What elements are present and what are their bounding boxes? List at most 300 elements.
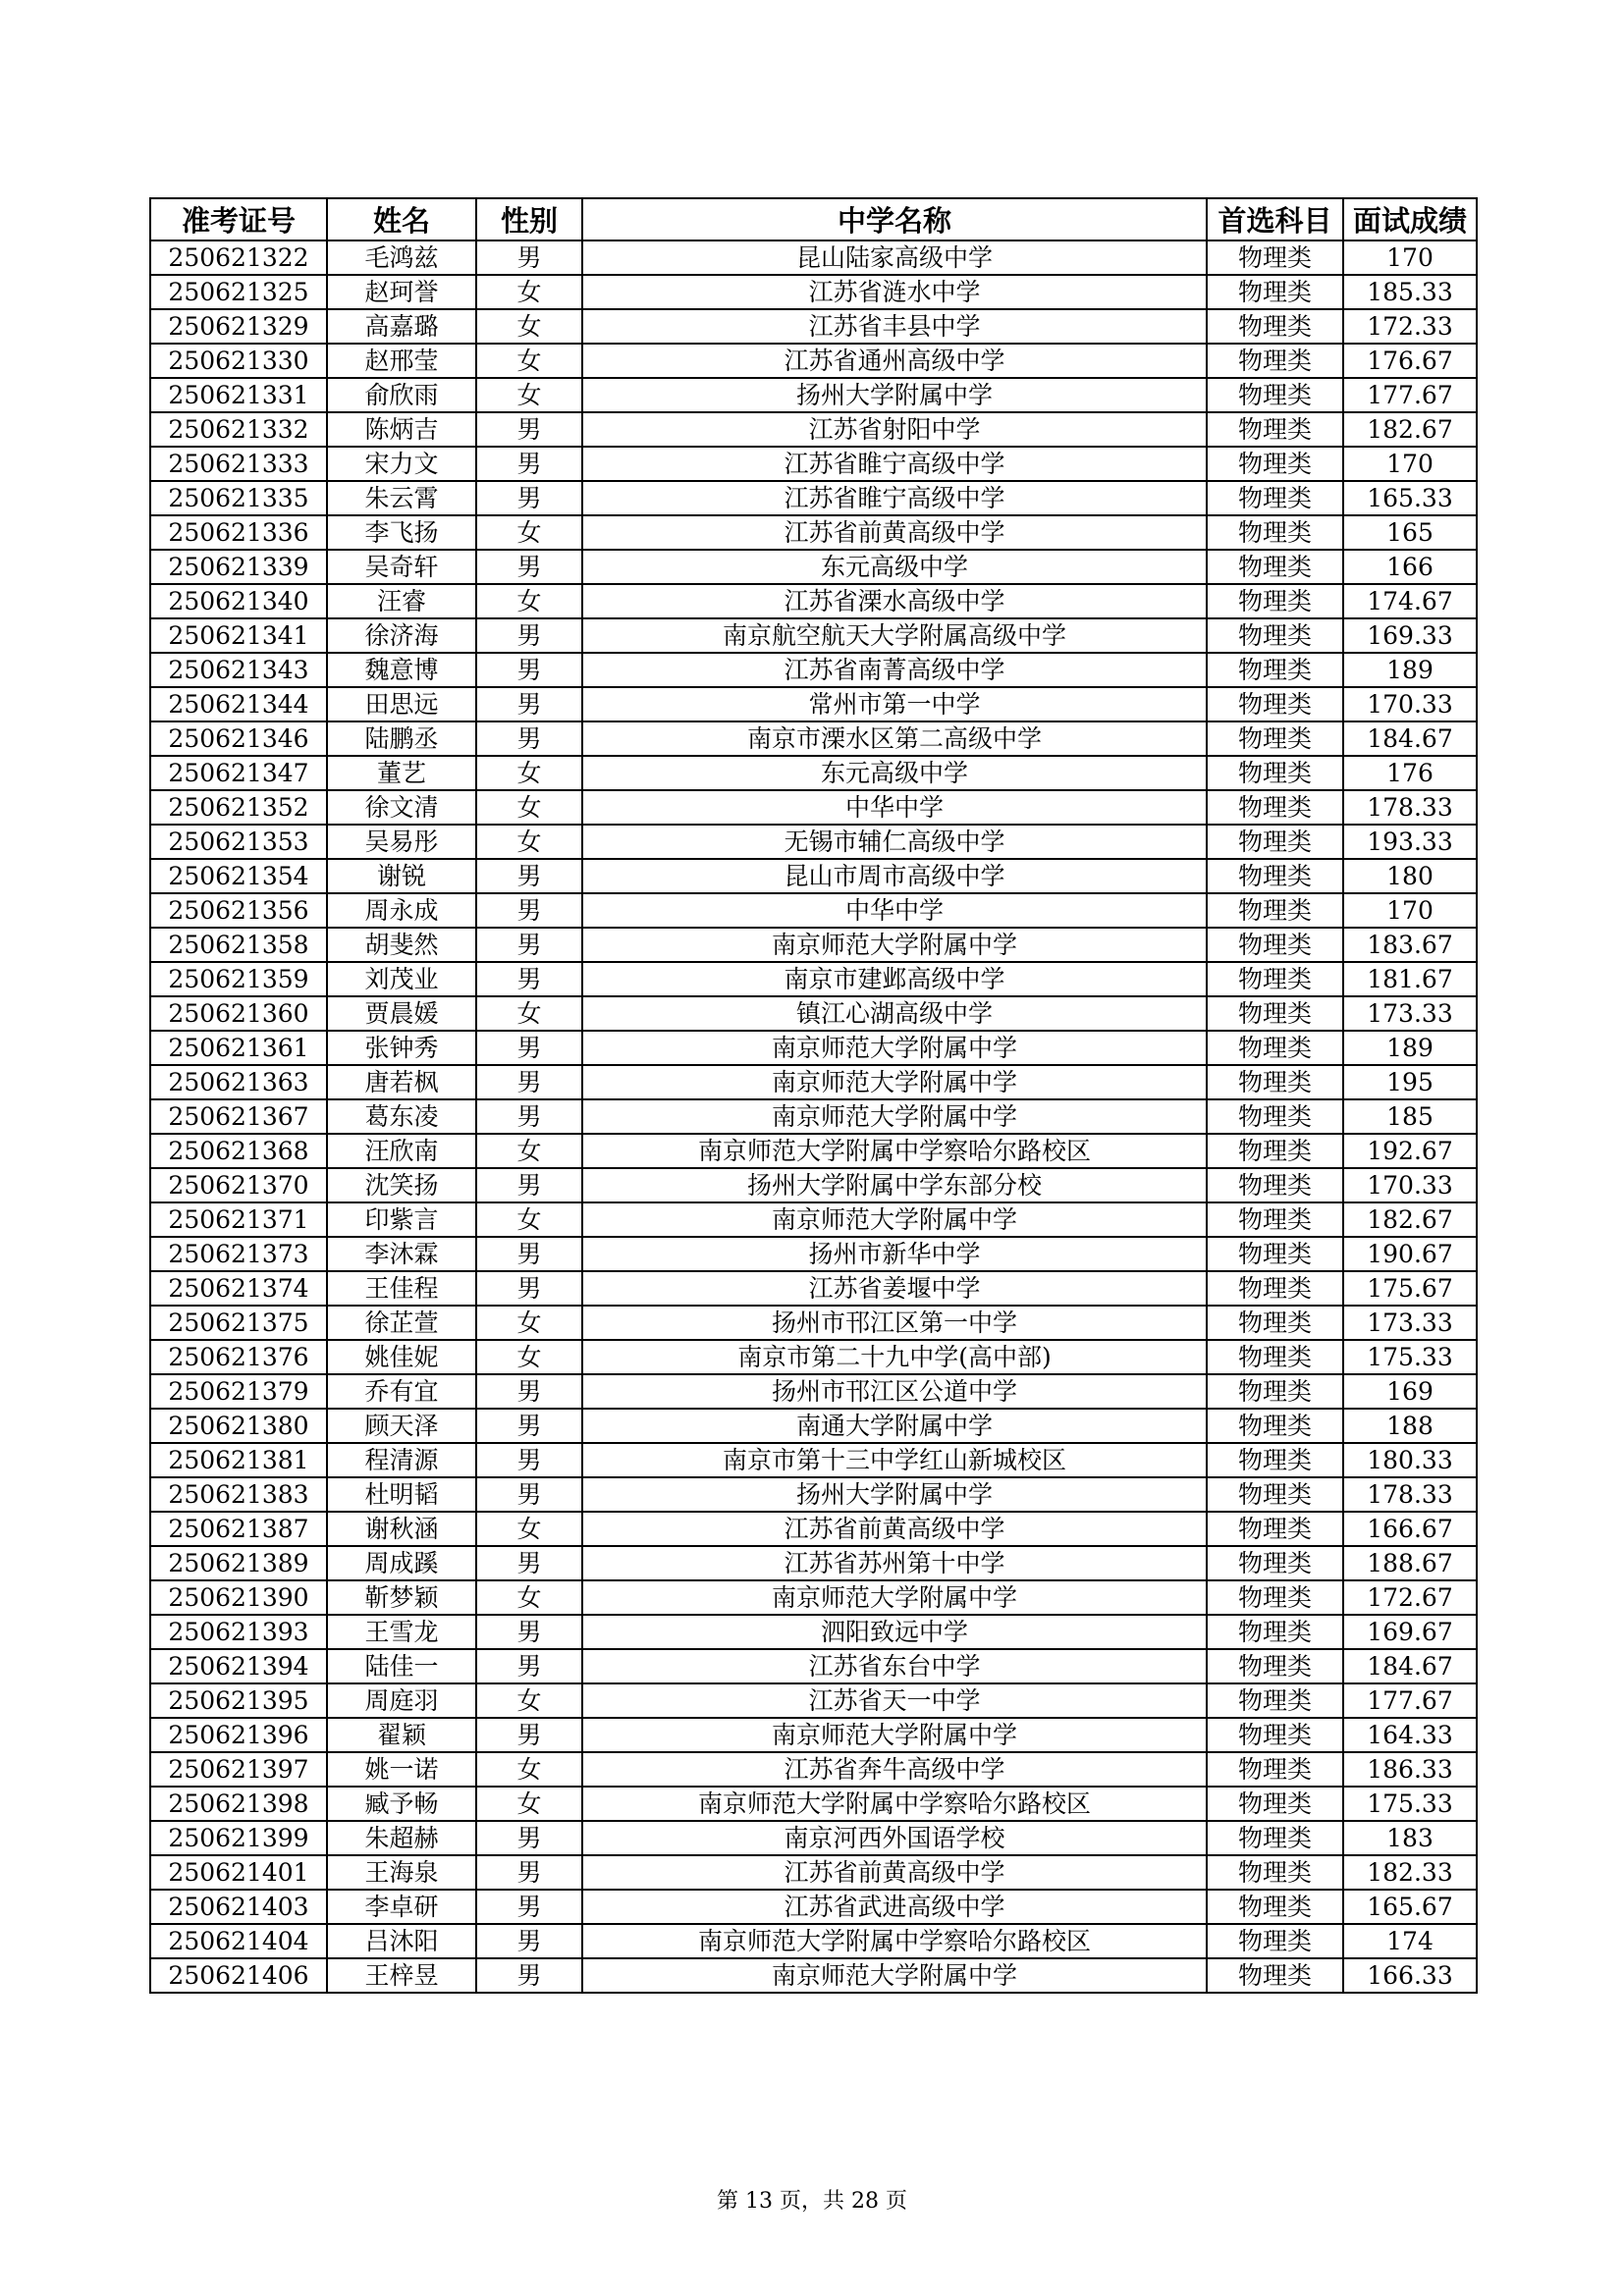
gender-cell: 女 [476,515,582,550]
score-cell: 175.33 [1343,1787,1477,1821]
exam-id-cell: 250621325 [150,275,327,309]
exam-id-cell: 250621375 [150,1306,327,1340]
name-cell: 顾天泽 [327,1409,476,1443]
school-cell: 无锡市辅仁高级中学 [582,825,1207,859]
subject-cell: 物理类 [1207,1821,1343,1855]
name-cell: 吴易彤 [327,825,476,859]
score-cell: 185 [1343,1099,1477,1134]
name-cell: 王雪龙 [327,1615,476,1649]
subject-cell: 物理类 [1207,1890,1343,1924]
gender-cell: 女 [476,275,582,309]
exam-id-cell: 250621343 [150,653,327,687]
gender-cell: 男 [476,1855,582,1890]
header-name: 姓名 [327,198,476,240]
name-cell: 周成蹊 [327,1546,476,1580]
table-row [150,1752,1477,1787]
score-cell: 172.67 [1343,1580,1477,1615]
score-cell: 186.33 [1343,1752,1477,1787]
subject-cell: 物理类 [1207,653,1343,687]
score-cell: 176.67 [1343,344,1477,378]
exam-id-cell: 250621330 [150,344,327,378]
subject-cell: 物理类 [1207,1924,1343,1958]
score-cell: 178.33 [1343,1477,1477,1512]
gender-cell: 男 [476,240,582,275]
subject-cell: 物理类 [1207,1546,1343,1580]
exam-id-cell: 250621399 [150,1821,327,1855]
name-cell: 乔有宜 [327,1374,476,1409]
gender-cell: 女 [476,584,582,618]
table-body [150,240,1477,1993]
school-cell: 南京师范大学附属中学 [582,1958,1207,1993]
exam-id-cell: 250621360 [150,996,327,1031]
subject-cell: 物理类 [1207,1787,1343,1821]
score-cell: 183 [1343,1821,1477,1855]
table-row [150,309,1477,344]
gender-cell: 女 [476,309,582,344]
gender-cell: 男 [476,1374,582,1409]
name-cell: 葛东凌 [327,1099,476,1134]
subject-cell: 物理类 [1207,412,1343,447]
school-cell: 南京师范大学附属中学察哈尔路校区 [582,1787,1207,1821]
school-cell: 东元高级中学 [582,756,1207,790]
score-cell: 169 [1343,1374,1477,1409]
exam-id-cell: 250621376 [150,1340,327,1374]
subject-cell: 物理类 [1207,515,1343,550]
gender-cell: 男 [476,1546,582,1580]
subject-cell: 物理类 [1207,721,1343,756]
score-cell: 172.33 [1343,309,1477,344]
score-cell: 175.33 [1343,1340,1477,1374]
table-row [150,1031,1477,1065]
exam-id-cell: 250621406 [150,1958,327,1993]
exam-id-cell: 250621322 [150,240,327,275]
school-cell: 江苏省射阳中学 [582,412,1207,447]
school-cell: 南京河西外国语学校 [582,1821,1207,1855]
subject-cell: 物理类 [1207,584,1343,618]
school-cell: 南通大学附属中学 [582,1409,1207,1443]
score-table [149,197,1478,1994]
table-row [150,1409,1477,1443]
score-cell: 165.67 [1343,1890,1477,1924]
score-cell: 183.67 [1343,928,1477,962]
exam-id-cell: 250621368 [150,1134,327,1168]
subject-cell: 物理类 [1207,962,1343,996]
name-cell: 靳梦颖 [327,1580,476,1615]
exam-id-cell: 250621347 [150,756,327,790]
gender-cell: 女 [476,1580,582,1615]
subject-cell: 物理类 [1207,1752,1343,1787]
gender-cell: 男 [476,893,582,928]
name-cell: 谢秋涵 [327,1512,476,1546]
header-gender: 性别 [476,198,582,240]
table-row [150,481,1477,515]
gender-cell: 男 [476,1065,582,1099]
score-cell: 182.67 [1343,1202,1477,1237]
name-cell: 赵珂誉 [327,275,476,309]
school-cell: 南京师范大学附属中学 [582,1580,1207,1615]
gender-cell: 男 [476,1615,582,1649]
school-cell: 镇江心湖高级中学 [582,996,1207,1031]
name-cell: 李飞扬 [327,515,476,550]
exam-id-cell: 250621333 [150,447,327,481]
subject-cell: 物理类 [1207,790,1343,825]
name-cell: 陆佳一 [327,1649,476,1683]
school-cell: 昆山陆家高级中学 [582,240,1207,275]
header-exam-id: 准考证号 [150,198,327,240]
score-cell: 169.67 [1343,1615,1477,1649]
header-subject: 首选科目 [1207,198,1343,240]
subject-cell: 物理类 [1207,859,1343,893]
school-cell: 江苏省东台中学 [582,1649,1207,1683]
gender-cell: 女 [476,378,582,412]
exam-id-cell: 250621363 [150,1065,327,1099]
school-cell: 扬州大学附属中学 [582,378,1207,412]
school-cell: 南京市溧水区第二高级中学 [582,721,1207,756]
exam-id-cell: 250621335 [150,481,327,515]
score-cell: 173.33 [1343,996,1477,1031]
school-cell: 江苏省姜堰中学 [582,1271,1207,1306]
gender-cell: 男 [476,928,582,962]
table-row [150,412,1477,447]
gender-cell: 女 [476,1752,582,1787]
school-cell: 江苏省涟水中学 [582,275,1207,309]
gender-cell: 男 [476,447,582,481]
gender-cell: 男 [476,481,582,515]
table-row [150,275,1477,309]
table-row [150,1855,1477,1890]
table-row [150,1580,1477,1615]
name-cell: 汪欣南 [327,1134,476,1168]
exam-id-cell: 250621398 [150,1787,327,1821]
subject-cell: 物理类 [1207,1065,1343,1099]
gender-cell: 男 [476,1649,582,1683]
subject-cell: 物理类 [1207,1683,1343,1718]
subject-cell: 物理类 [1207,481,1343,515]
gender-cell: 女 [476,1512,582,1546]
school-cell: 南京市第十三中学红山新城校区 [582,1443,1207,1477]
table-row [150,996,1477,1031]
exam-id-cell: 250621374 [150,1271,327,1306]
table-row [150,1477,1477,1512]
gender-cell: 男 [476,1168,582,1202]
gender-cell: 女 [476,1202,582,1237]
table-row [150,618,1477,653]
table-row [150,1718,1477,1752]
exam-id-cell: 250621332 [150,412,327,447]
name-cell: 谢锐 [327,859,476,893]
name-cell: 唐若枫 [327,1065,476,1099]
subject-cell: 物理类 [1207,447,1343,481]
gender-cell: 男 [476,1271,582,1306]
score-cell: 165 [1343,515,1477,550]
exam-id-cell: 250621393 [150,1615,327,1649]
score-cell: 177.67 [1343,1683,1477,1718]
name-cell: 徐文清 [327,790,476,825]
table-row [150,1374,1477,1409]
subject-cell: 物理类 [1207,1855,1343,1890]
school-cell: 江苏省通州高级中学 [582,344,1207,378]
name-cell: 李卓研 [327,1890,476,1924]
exam-id-cell: 250621344 [150,687,327,721]
table-row [150,550,1477,584]
gender-cell: 女 [476,1134,582,1168]
score-cell: 176 [1343,756,1477,790]
exam-id-cell: 250621383 [150,1477,327,1512]
gender-cell: 女 [476,1683,582,1718]
school-cell: 江苏省前黄高级中学 [582,1512,1207,1546]
school-cell: 常州市第一中学 [582,687,1207,721]
gender-cell: 男 [476,1099,582,1134]
name-cell: 王海泉 [327,1855,476,1890]
score-cell: 166 [1343,550,1477,584]
subject-cell: 物理类 [1207,1202,1343,1237]
school-cell: 扬州大学附属中学 [582,1477,1207,1512]
gender-cell: 男 [476,1924,582,1958]
school-cell: 江苏省天一中学 [582,1683,1207,1718]
exam-id-cell: 250621340 [150,584,327,618]
name-cell: 贾晨媛 [327,996,476,1031]
exam-id-cell: 250621379 [150,1374,327,1409]
table-row [150,1821,1477,1855]
score-cell: 184.67 [1343,1649,1477,1683]
exam-id-cell: 250621380 [150,1409,327,1443]
subject-cell: 物理类 [1207,1958,1343,1993]
score-cell: 192.67 [1343,1134,1477,1168]
name-cell: 田思远 [327,687,476,721]
school-cell: 东元高级中学 [582,550,1207,584]
name-cell: 王梓昱 [327,1958,476,1993]
table-row [150,1099,1477,1134]
school-cell: 江苏省奔牛高级中学 [582,1752,1207,1787]
table-row [150,240,1477,275]
school-cell: 江苏省武进高级中学 [582,1890,1207,1924]
school-cell: 江苏省南菁高级中学 [582,653,1207,687]
subject-cell: 物理类 [1207,1374,1343,1409]
school-cell: 中华中学 [582,893,1207,928]
table-row [150,1924,1477,1958]
score-cell: 178.33 [1343,790,1477,825]
exam-id-cell: 250621396 [150,1718,327,1752]
exam-id-cell: 250621373 [150,1237,327,1271]
name-cell: 毛鸿兹 [327,240,476,275]
score-cell: 169.33 [1343,618,1477,653]
gender-cell: 男 [476,1958,582,1993]
score-cell: 188 [1343,1409,1477,1443]
exam-id-cell: 250621370 [150,1168,327,1202]
table-row [150,584,1477,618]
subject-cell: 物理类 [1207,825,1343,859]
gender-cell: 男 [476,1409,582,1443]
score-cell: 189 [1343,653,1477,687]
subject-cell: 物理类 [1207,240,1343,275]
name-cell: 赵邢莹 [327,344,476,378]
exam-id-cell: 250621361 [150,1031,327,1065]
gender-cell: 男 [476,1890,582,1924]
name-cell: 陈炳吉 [327,412,476,447]
score-cell: 165.33 [1343,481,1477,515]
name-cell: 杜明韬 [327,1477,476,1512]
score-cell: 185.33 [1343,275,1477,309]
table-row [150,1202,1477,1237]
gender-cell: 女 [476,1787,582,1821]
score-cell: 189 [1343,1031,1477,1065]
subject-cell: 物理类 [1207,928,1343,962]
exam-id-cell: 250621358 [150,928,327,962]
score-cell: 193.33 [1343,825,1477,859]
gender-cell: 男 [476,1443,582,1477]
name-cell: 臧予畅 [327,1787,476,1821]
table-row [150,653,1477,687]
school-cell: 南京师范大学附属中学察哈尔路校区 [582,1924,1207,1958]
exam-id-cell: 250621390 [150,1580,327,1615]
subject-cell: 物理类 [1207,1271,1343,1306]
table-row [150,378,1477,412]
name-cell: 吕沐阳 [327,1924,476,1958]
score-cell: 170 [1343,893,1477,928]
school-cell: 南京师范大学附属中学 [582,1065,1207,1099]
exam-id-cell: 250621381 [150,1443,327,1477]
subject-cell: 物理类 [1207,344,1343,378]
exam-id-cell: 250621389 [150,1546,327,1580]
score-cell: 166.33 [1343,1958,1477,1993]
exam-id-cell: 250621339 [150,550,327,584]
score-cell: 195 [1343,1065,1477,1099]
school-cell: 南京师范大学附属中学 [582,1031,1207,1065]
school-cell: 泗阳致远中学 [582,1615,1207,1649]
exam-id-cell: 250621359 [150,962,327,996]
name-cell: 姚佳妮 [327,1340,476,1374]
school-cell: 南京师范大学附属中学 [582,1202,1207,1237]
subject-cell: 物理类 [1207,1306,1343,1340]
school-cell: 江苏省前黄高级中学 [582,515,1207,550]
table-row [150,447,1477,481]
score-cell: 174.67 [1343,584,1477,618]
table-row [150,1443,1477,1477]
subject-cell: 物理类 [1207,1615,1343,1649]
school-cell: 南京师范大学附属中学 [582,928,1207,962]
name-cell: 徐济海 [327,618,476,653]
table-row [150,756,1477,790]
exam-id-cell: 250621403 [150,1890,327,1924]
table-row [150,928,1477,962]
subject-cell: 物理类 [1207,996,1343,1031]
table-row [150,515,1477,550]
table-row [150,825,1477,859]
subject-cell: 物理类 [1207,1477,1343,1512]
subject-cell: 物理类 [1207,1649,1343,1683]
gender-cell: 男 [476,962,582,996]
score-cell: 175.67 [1343,1271,1477,1306]
gender-cell: 女 [476,790,582,825]
school-cell: 江苏省苏州第十中学 [582,1546,1207,1580]
header-row [150,198,1477,240]
exam-id-cell: 250621401 [150,1855,327,1890]
table-row [150,1512,1477,1546]
table-row [150,893,1477,928]
school-cell: 南京师范大学附属中学 [582,1718,1207,1752]
score-cell: 170 [1343,240,1477,275]
table-row [150,344,1477,378]
name-cell: 朱云霄 [327,481,476,515]
table-row [150,1787,1477,1821]
score-cell: 184.67 [1343,721,1477,756]
score-cell: 177.67 [1343,378,1477,412]
table-row [150,1168,1477,1202]
name-cell: 周永成 [327,893,476,928]
exam-id-cell: 250621346 [150,721,327,756]
score-cell: 170.33 [1343,1168,1477,1202]
gender-cell: 男 [476,412,582,447]
name-cell: 吴奇轩 [327,550,476,584]
score-cell: 188.67 [1343,1546,1477,1580]
name-cell: 陆鹏丞 [327,721,476,756]
table-row [150,1683,1477,1718]
school-cell: 江苏省溧水高级中学 [582,584,1207,618]
exam-id-cell: 250621352 [150,790,327,825]
school-cell: 扬州市邗江区第一中学 [582,1306,1207,1340]
header-score: 面试成绩 [1343,198,1477,240]
score-cell: 180.33 [1343,1443,1477,1477]
name-cell: 胡斐然 [327,928,476,962]
gender-cell: 女 [476,1340,582,1374]
subject-cell: 物理类 [1207,1512,1343,1546]
gender-cell: 男 [476,721,582,756]
table-row [150,859,1477,893]
exam-id-cell: 250621371 [150,1202,327,1237]
school-cell: 江苏省睢宁高级中学 [582,447,1207,481]
gender-cell: 男 [476,653,582,687]
table-row [150,1134,1477,1168]
name-cell: 朱超赫 [327,1821,476,1855]
subject-cell: 物理类 [1207,687,1343,721]
score-cell: 170.33 [1343,687,1477,721]
exam-id-cell: 250621336 [150,515,327,550]
exam-id-cell: 250621353 [150,825,327,859]
exam-id-cell: 250621397 [150,1752,327,1787]
score-cell: 170 [1343,447,1477,481]
subject-cell: 物理类 [1207,275,1343,309]
name-cell: 徐芷萱 [327,1306,476,1340]
name-cell: 董艺 [327,756,476,790]
name-cell: 汪睿 [327,584,476,618]
exam-id-cell: 250621404 [150,1924,327,1958]
name-cell: 宋力文 [327,447,476,481]
school-cell: 扬州市新华中学 [582,1237,1207,1271]
exam-id-cell: 250621394 [150,1649,327,1683]
name-cell: 沈笑扬 [327,1168,476,1202]
table-row [150,1649,1477,1683]
exam-id-cell: 250621329 [150,309,327,344]
exam-id-cell: 250621395 [150,1683,327,1718]
school-cell: 扬州市邗江区公道中学 [582,1374,1207,1409]
table-row [150,1890,1477,1924]
school-cell: 南京市建邺高级中学 [582,962,1207,996]
gender-cell: 男 [476,859,582,893]
subject-cell: 物理类 [1207,1718,1343,1752]
table-row [150,1958,1477,1993]
name-cell: 印紫言 [327,1202,476,1237]
school-cell: 昆山市周市高级中学 [582,859,1207,893]
score-cell: 173.33 [1343,1306,1477,1340]
name-cell: 高嘉璐 [327,309,476,344]
table-row [150,790,1477,825]
name-cell: 张钟秀 [327,1031,476,1065]
name-cell: 魏意博 [327,653,476,687]
subject-cell: 物理类 [1207,1168,1343,1202]
subject-cell: 物理类 [1207,756,1343,790]
name-cell: 王佳程 [327,1271,476,1306]
gender-cell: 女 [476,1306,582,1340]
